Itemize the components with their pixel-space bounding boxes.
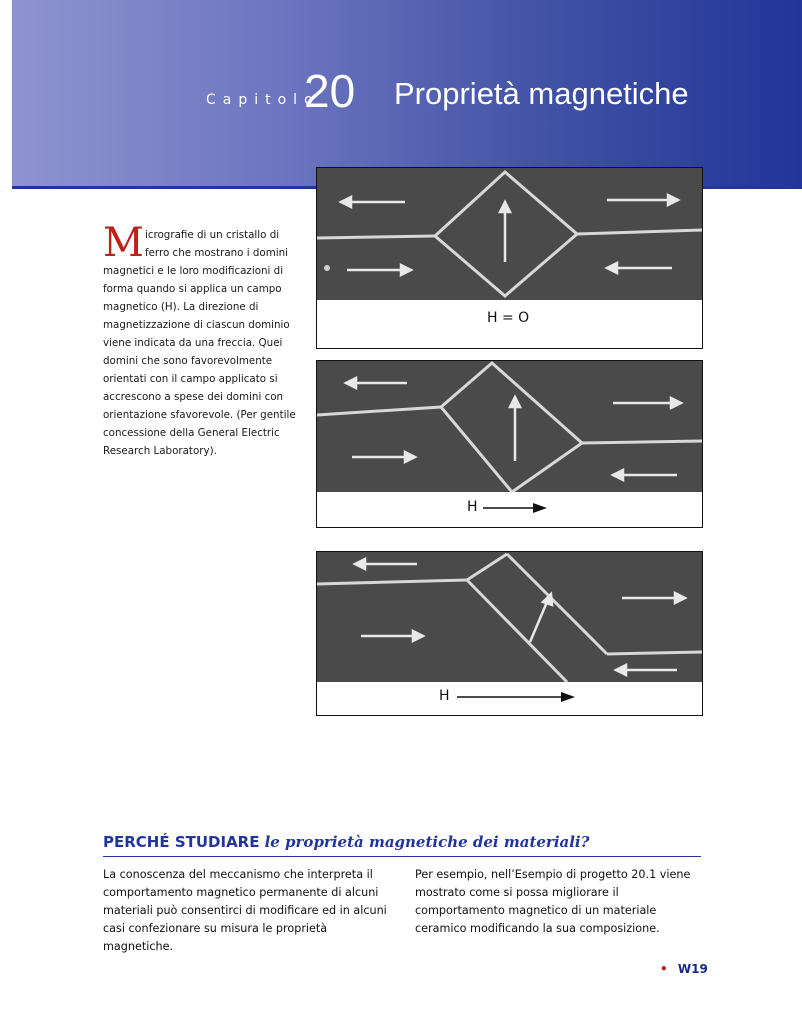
field-label: H (467, 499, 478, 515)
figure-caption (103, 220, 303, 460)
section-heading-italic: le proprietà magnetiche dei materiali? (264, 833, 590, 851)
page-footer (660, 962, 708, 976)
field-arrow-icon (483, 501, 549, 515)
micrograph-h-zero (316, 167, 703, 349)
dropcap: M (103, 220, 144, 266)
field-label: H (439, 688, 450, 704)
section-heading (103, 832, 701, 857)
body-column-left: La conoscenza del meccanismo che interpreta il comportamento magnetico permanente di alcuni materiali può consentirci di modificare ed in alcuni casi confezionare su misura le proprietà magnetiche. (103, 868, 387, 953)
micrograph-photo (317, 168, 702, 300)
caption-text: icrografie di un cristallo di ferro che mostrano i domini magnetici e le loro modificazioni di forma quando si applica un campo magnetico (H). La direzione di magnetizzazione di ciascun dominio viene indicata da una freccia. Quei domini che sono favorevolmente orientati con il campo applicato si accrescono a spese dei domini con orientazione sfavorevole. (Per gentile concessione della General Electric Research Laboratory). (103, 229, 296, 457)
section-heading-upright: PERCHÉ STUDIARE (103, 833, 260, 851)
field-label: H = O (487, 310, 530, 326)
footer-bullet: • (660, 962, 668, 976)
page-number: W19 (677, 962, 708, 976)
chapter-title: Proprietà magnetiche (394, 76, 689, 111)
micrograph-h-weak (316, 360, 703, 528)
micrograph-photo (317, 361, 702, 492)
chapter-word: Capitolo (206, 92, 320, 108)
field-arrow-icon (457, 690, 577, 704)
body-column-right: Per esempio, nell’Esempio di progetto 20.1 viene mostrato come si possa migliorare il comportamento magnetico di un materiale ceramico modificando la sua composizione. (415, 868, 691, 935)
micrograph-photo (317, 552, 702, 682)
micrograph-h-strong (316, 551, 703, 716)
chapter-number: 20 (304, 65, 356, 117)
